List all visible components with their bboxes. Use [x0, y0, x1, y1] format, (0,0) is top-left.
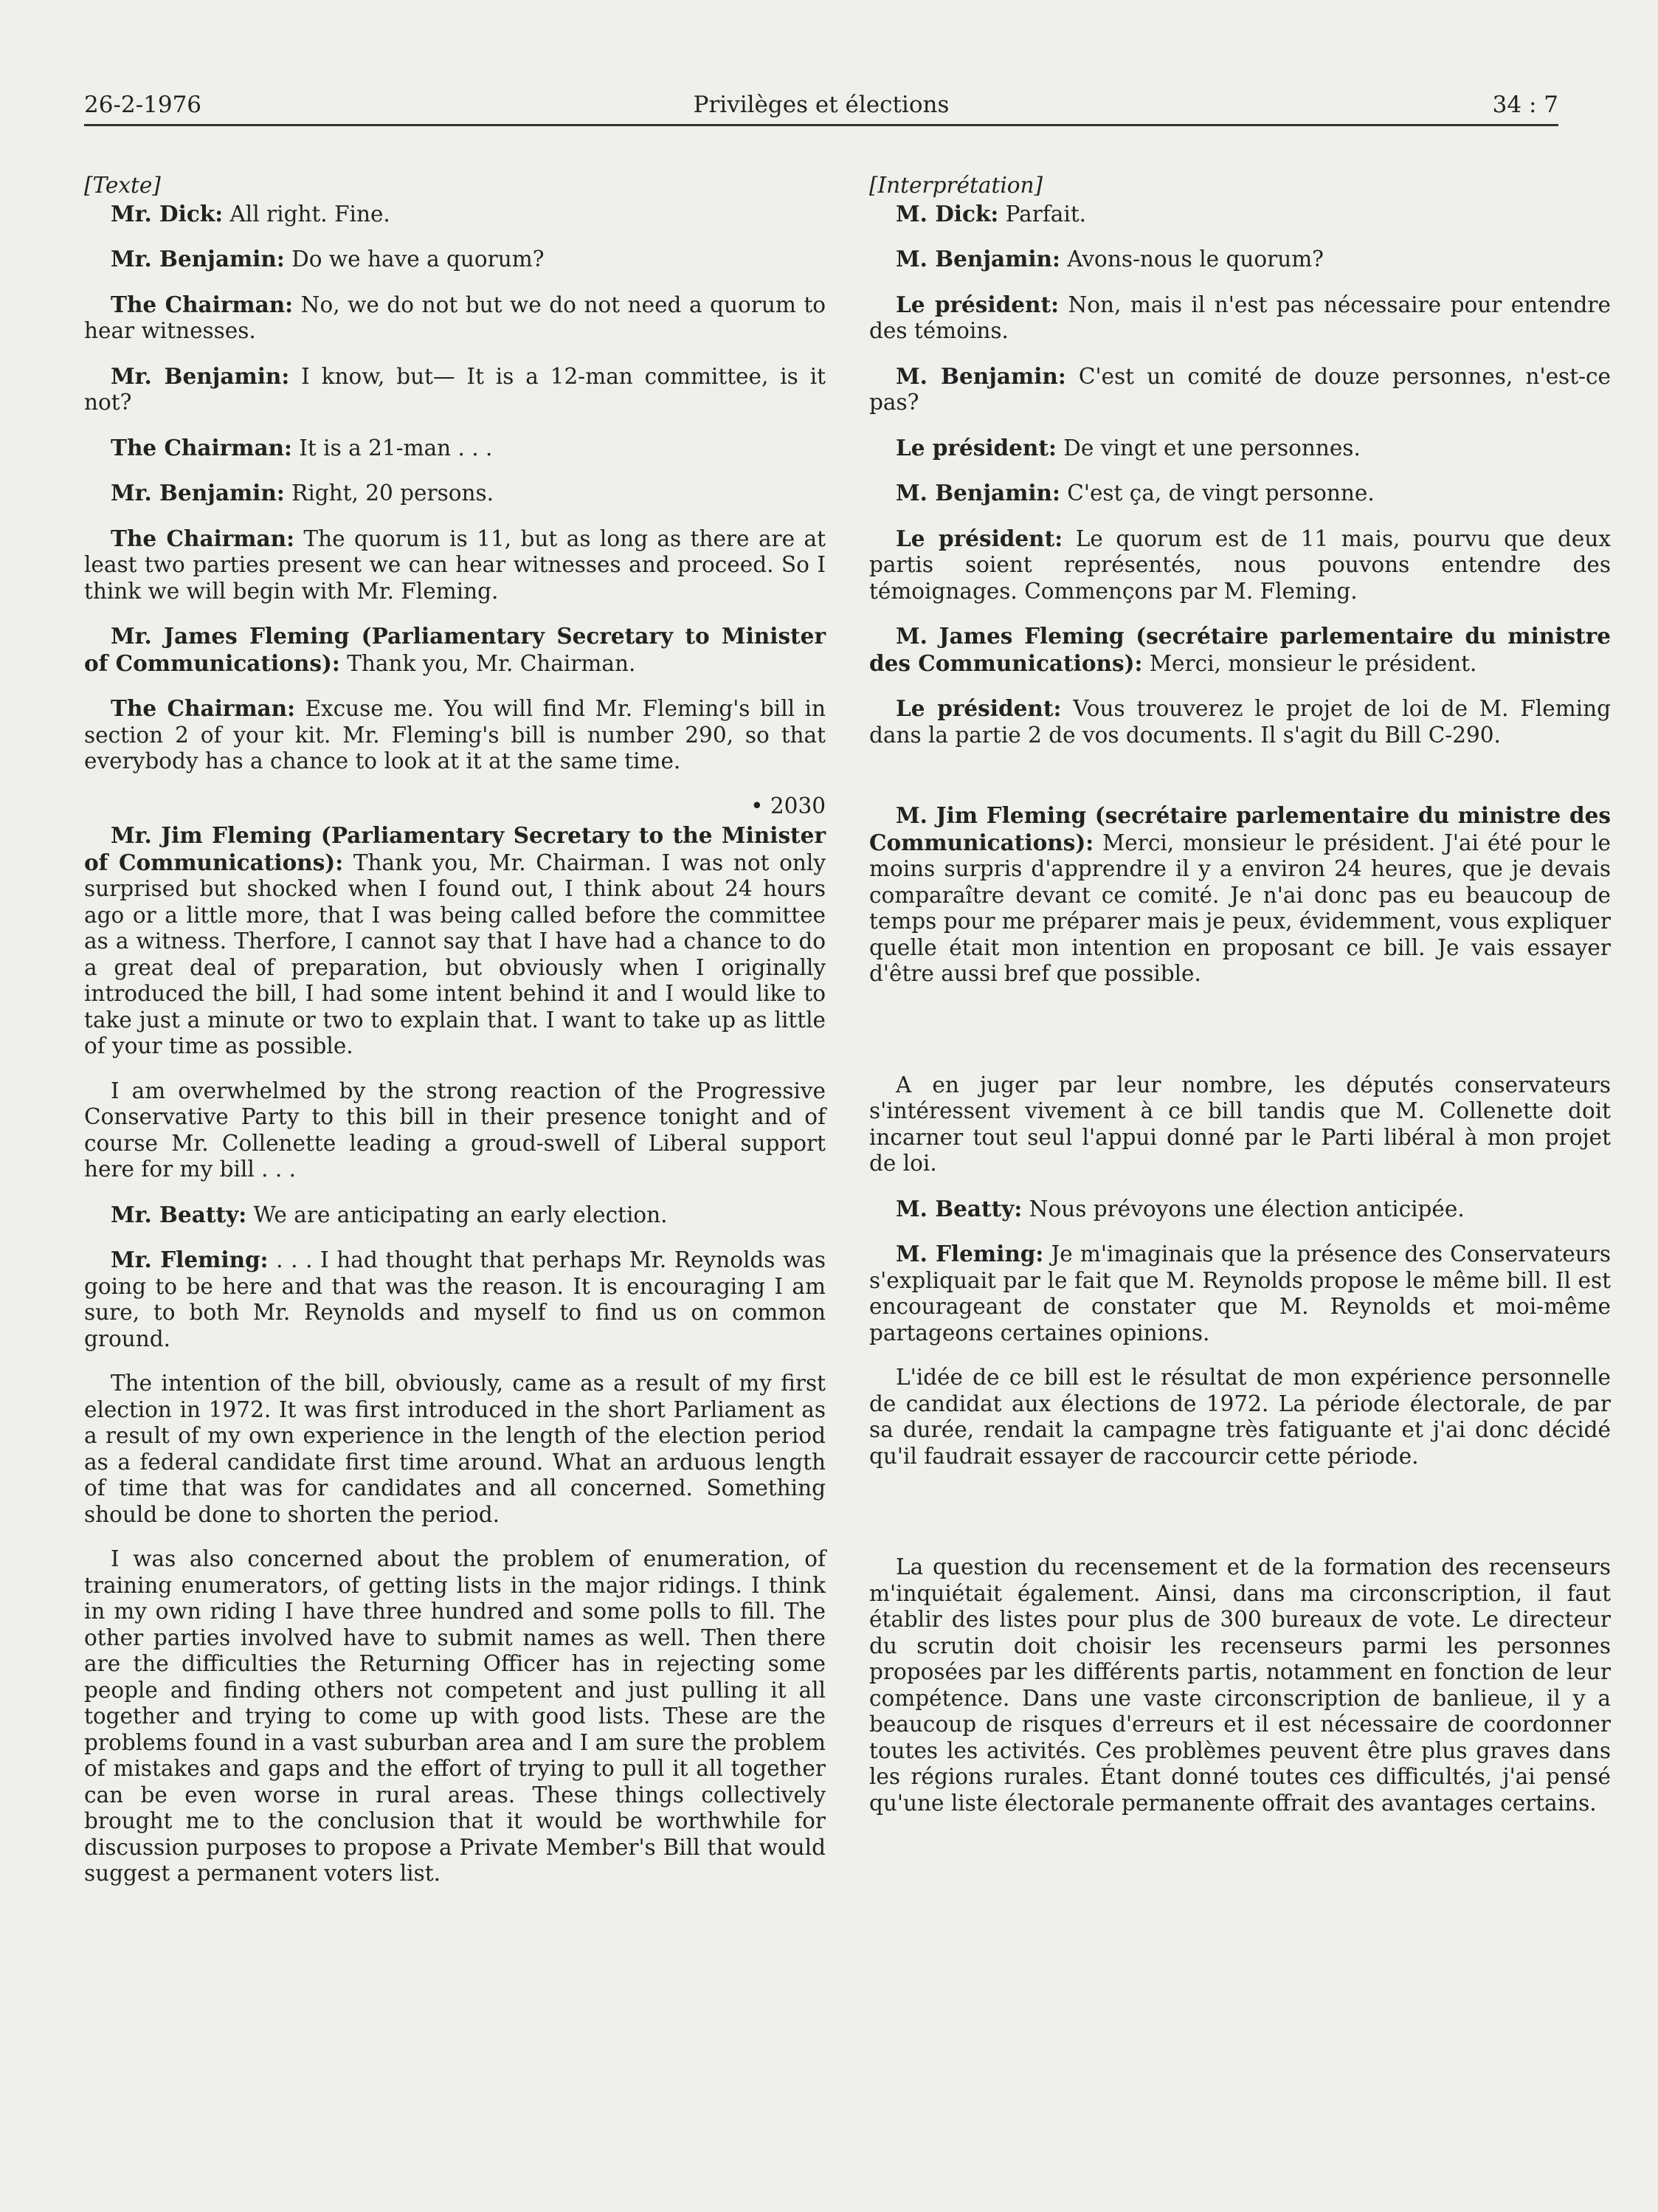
spacer: [869, 1488, 1611, 1554]
speech-text: Vous trouverez le projet de loi de M. Fleming dans la partie 2 de vos documents. Il s'agit du Bill C-290.: [869, 696, 1611, 748]
speech-text: Merci, monsieur le président. J'ai été pour le moins surpris d'apprendre il y a environ 24 heures, que je devais comparaître devant ce comité. Je n'ai donc pas eu beaucoup de temps pour me préparer mais je peux, évidemment, vous expliquer quelle était mon intention en proposant ce bill. Je vais essayer d'être aussi bref que possible.: [869, 830, 1611, 986]
speaker-name: M. James Fleming (secrétaire parlementaire du ministre des Communications):: [869, 623, 1611, 676]
speaker-name: Mr. Benjamin:: [111, 362, 290, 389]
speech-text: Merci, monsieur le président.: [1142, 650, 1477, 676]
speech-text: Thank you, Mr. Chairman.: [339, 650, 636, 676]
speech-paragraph: [869, 695, 1611, 748]
speech-paragraph: [84, 695, 826, 775]
speech-text: Do we have a quorum?: [284, 247, 545, 272]
spacer: [869, 767, 1611, 802]
speech-text: Non, mais il n'est pas nécessaire pour entendre des témoins.: [869, 292, 1611, 343]
speaker-name: M. Dick:: [896, 200, 999, 227]
speaker-name: M. Beatty:: [896, 1195, 1023, 1222]
speech-paragraph: [869, 1241, 1611, 1346]
spacer: [869, 1006, 1611, 1072]
speech-paragraph: [869, 480, 1611, 507]
french-column: [869, 173, 1611, 1835]
speech-paragraph: [869, 1196, 1611, 1223]
header-title: Privilèges et élections: [693, 92, 950, 118]
speech-paragraph: [84, 822, 826, 1060]
speaker-name: Mr. Dick:: [111, 200, 224, 227]
language-marker: [Interprétation]: [869, 173, 1043, 198]
speaker-name: The Chairman:: [111, 434, 292, 461]
speaker-name: Mr. Beatty:: [111, 1201, 247, 1227]
speech-paragraph: [84, 292, 826, 345]
speech-paragraph: [869, 623, 1611, 677]
speech-text: C'est un comité de douze personnes, n'est-ce pas?: [869, 363, 1611, 415]
speech-text: Le quorum est de 11 mais, pourvu que deux partis soient représentés, nous pouvons entendre des témoignages. Commençons par M. Fleming.: [869, 526, 1611, 604]
speech-paragraph: I am overwhelmed by the strong reaction of the Progressive Conservative Party to this bill in their presence tonight and of course Mr. Collenette leading a groud-swell of Liberal support here for my bill . . .: [84, 1078, 826, 1182]
speech-text: Excuse me. You will find Mr. Fleming's bill in section 2 of your kit. Mr. Fleming's bill is number 290, so that everybody has a chance to look at it at the same time.: [84, 696, 826, 773]
speech-text: Thank you, Mr. Chairman. I was not only surprised but shocked when I found out, I think about 24 hours ago or a little more, that I was being called before the committee as a witness. Therfore, I cannot say that I have had a chance to do a great deal of preparation, but obviously when I originally introduced the bill, I had some intent behind it and I would like to take just a minute or two to explain that. I want to take up as little of your time as possible.: [84, 850, 826, 1058]
speaker-name: M. Benjamin:: [896, 246, 1060, 272]
speech-paragraph: I was also concerned about the problem of enumeration, of training enumerators, of getting lists in the major ridings. I think in my own riding I have three hundred and some polls to fill. The other parties involved have to submit names as well. Then there are the difficulties the Returning Officer has in rejecting some people and finding others not competent and just pulling it all together and trying to come up with good lists. These are the problems found in a vast suburban area and I am sure the problem of mistakes and gaps and the effort of trying to pull it all together can be even worse in rural areas. These things collectively brought me to the conclusion that it would be worthwhile for discussion purposes to propose a Private Member's Bill that would suggest a permanent voters list.: [84, 1546, 826, 1886]
language-marker: [Texte]: [84, 173, 161, 198]
speaker-name: Le président:: [896, 291, 1059, 317]
speech-paragraph: A en juger par leur nombre, les députés conservateurs s'intéressent vivement à ce bill tandis que M. Collenette doit incarner tout seul l'appui donné par le Parti libéral à mon projet de loi.: [869, 1072, 1611, 1176]
speech-text: I know, but— It is a 12-man committee, is it not?: [84, 363, 826, 415]
speech-paragraph: [869, 363, 1611, 416]
speech-paragraph: [869, 802, 1611, 988]
speech-paragraph: [84, 201, 826, 228]
speech-paragraph: [84, 526, 826, 605]
speech-text: All right. Fine.: [223, 201, 390, 227]
speech-text: The quorum is 11, but as long as there are at least two parties present we can hear witnesses and proceed. So I think we will begin with Mr. Fleming.: [84, 526, 826, 604]
speaker-name: Mr. Benjamin:: [111, 480, 285, 506]
speech-paragraph: [84, 1247, 826, 1352]
speech-text: No, we do not but we do not need a quorum to hear witnesses.: [84, 292, 826, 343]
speech-text: C'est ça, de vingt personne.: [1060, 480, 1375, 506]
speech-text: Avons-nous le quorum?: [1060, 247, 1324, 272]
speaker-name: Mr. Benjamin:: [111, 246, 285, 272]
speech-paragraph: [869, 292, 1611, 345]
speech-text: Nous prévoyons une élection anticipée.: [1022, 1196, 1465, 1222]
speech-paragraph: [84, 480, 826, 507]
header-page-number: 34 : 7: [1492, 92, 1558, 118]
speaker-name: M. Benjamin:: [896, 362, 1066, 389]
speech-text: De vingt et une personnes.: [1056, 435, 1361, 461]
speech-paragraph: La question du recensement et de la formation des recenseurs m'inquiétait également. Ainsi, dans ma circonscription, il faut établir des listes pour plus de 300 bureaux de vote. Le directeur du scrutin doit choisir les recenseurs parmi les personnes proposées par les différents partis, notamment en fonction de leur compétence. Dans une vaste circonscription de banlieue, il y a beaucoup de risques d'erreurs et il est nécessaire de coordonner toutes les activités. Ces problèmes peuvent être plus graves dans les régions rurales. Étant donné toutes ces difficultés, j'ai pensé qu'une liste électorale permanente offrait des avantages certains.: [869, 1554, 1611, 1816]
speech-paragraph: [869, 201, 1611, 228]
english-column: [84, 173, 826, 1906]
speech-paragraph: [869, 526, 1611, 605]
speech-text: . . . I had thought that perhaps Mr. Reynolds was going to be here and that was the reason. It is encouraging I am sure, to both Mr. Reynolds and myself to find us on common ground.: [84, 1247, 826, 1351]
speech-paragraph: [84, 246, 826, 273]
header-date: 26-2-1976: [84, 92, 202, 118]
header-rule: [84, 124, 1558, 126]
speech-paragraph: [84, 1202, 826, 1229]
speech-paragraph: [84, 623, 826, 677]
speech-paragraph: [84, 435, 826, 462]
timestamp: • 2030: [750, 793, 826, 819]
speech-paragraph: [84, 363, 826, 416]
speaker-name: Mr. James Fleming (Parliamentary Secretary to Minister of Communications):: [84, 623, 826, 676]
speech-paragraph: L'idée de ce bill est le résultat de mon expérience personnelle de candidat aux élections de 1972. La période électorale, de par sa durée, rendait la campagne très fatiguante et j'ai donc décidé qu'il faudrait essayer de raccourcir cette période.: [869, 1365, 1611, 1469]
speaker-name: Mr. Jim Fleming (Parliamentary Secretary to the Minister of Communications):: [84, 822, 826, 875]
speaker-name: Le président:: [896, 525, 1063, 551]
speaker-name: The Chairman:: [111, 291, 294, 317]
speaker-name: M. Jim Fleming (secrétaire parlementaire du ministre des Communications):: [869, 802, 1611, 855]
speech-text: We are anticipating an early election.: [246, 1202, 668, 1227]
speaker-name: The Chairman:: [111, 525, 294, 551]
speech-text: Je m'imaginais que la présence des Conservateurs s'expliquait par le fait que M. Reynolds propose le même bill. Il est encourageant de constater que M. Reynolds et moi-même partageons certaines opinions.: [869, 1241, 1612, 1346]
speaker-name: The Chairman:: [111, 695, 295, 721]
speaker-name: Le président:: [896, 695, 1062, 721]
speaker-name: M. Fleming:: [896, 1241, 1044, 1267]
speaker-name: M. Benjamin:: [896, 480, 1060, 506]
page-header: [84, 87, 1558, 124]
speech-paragraph: [869, 246, 1611, 273]
speech-text: It is a 21-man . . .: [291, 435, 493, 461]
speech-text: Parfait.: [998, 201, 1087, 227]
speaker-name: Le président:: [896, 434, 1057, 461]
speech-paragraph: The intention of the bill, obviously, came as a result of my first election in 1972. It was first introduced in the short Parliament as a result of my own experience in the length of the election period as a federal candidate first time around. What an arduous length of time that was for candidates and all concerned. Something should be done to shorten the period.: [84, 1371, 826, 1527]
speech-text: Right, 20 persons.: [284, 480, 494, 506]
speech-paragraph: [869, 435, 1611, 462]
speaker-name: Mr. Fleming:: [111, 1247, 269, 1272]
